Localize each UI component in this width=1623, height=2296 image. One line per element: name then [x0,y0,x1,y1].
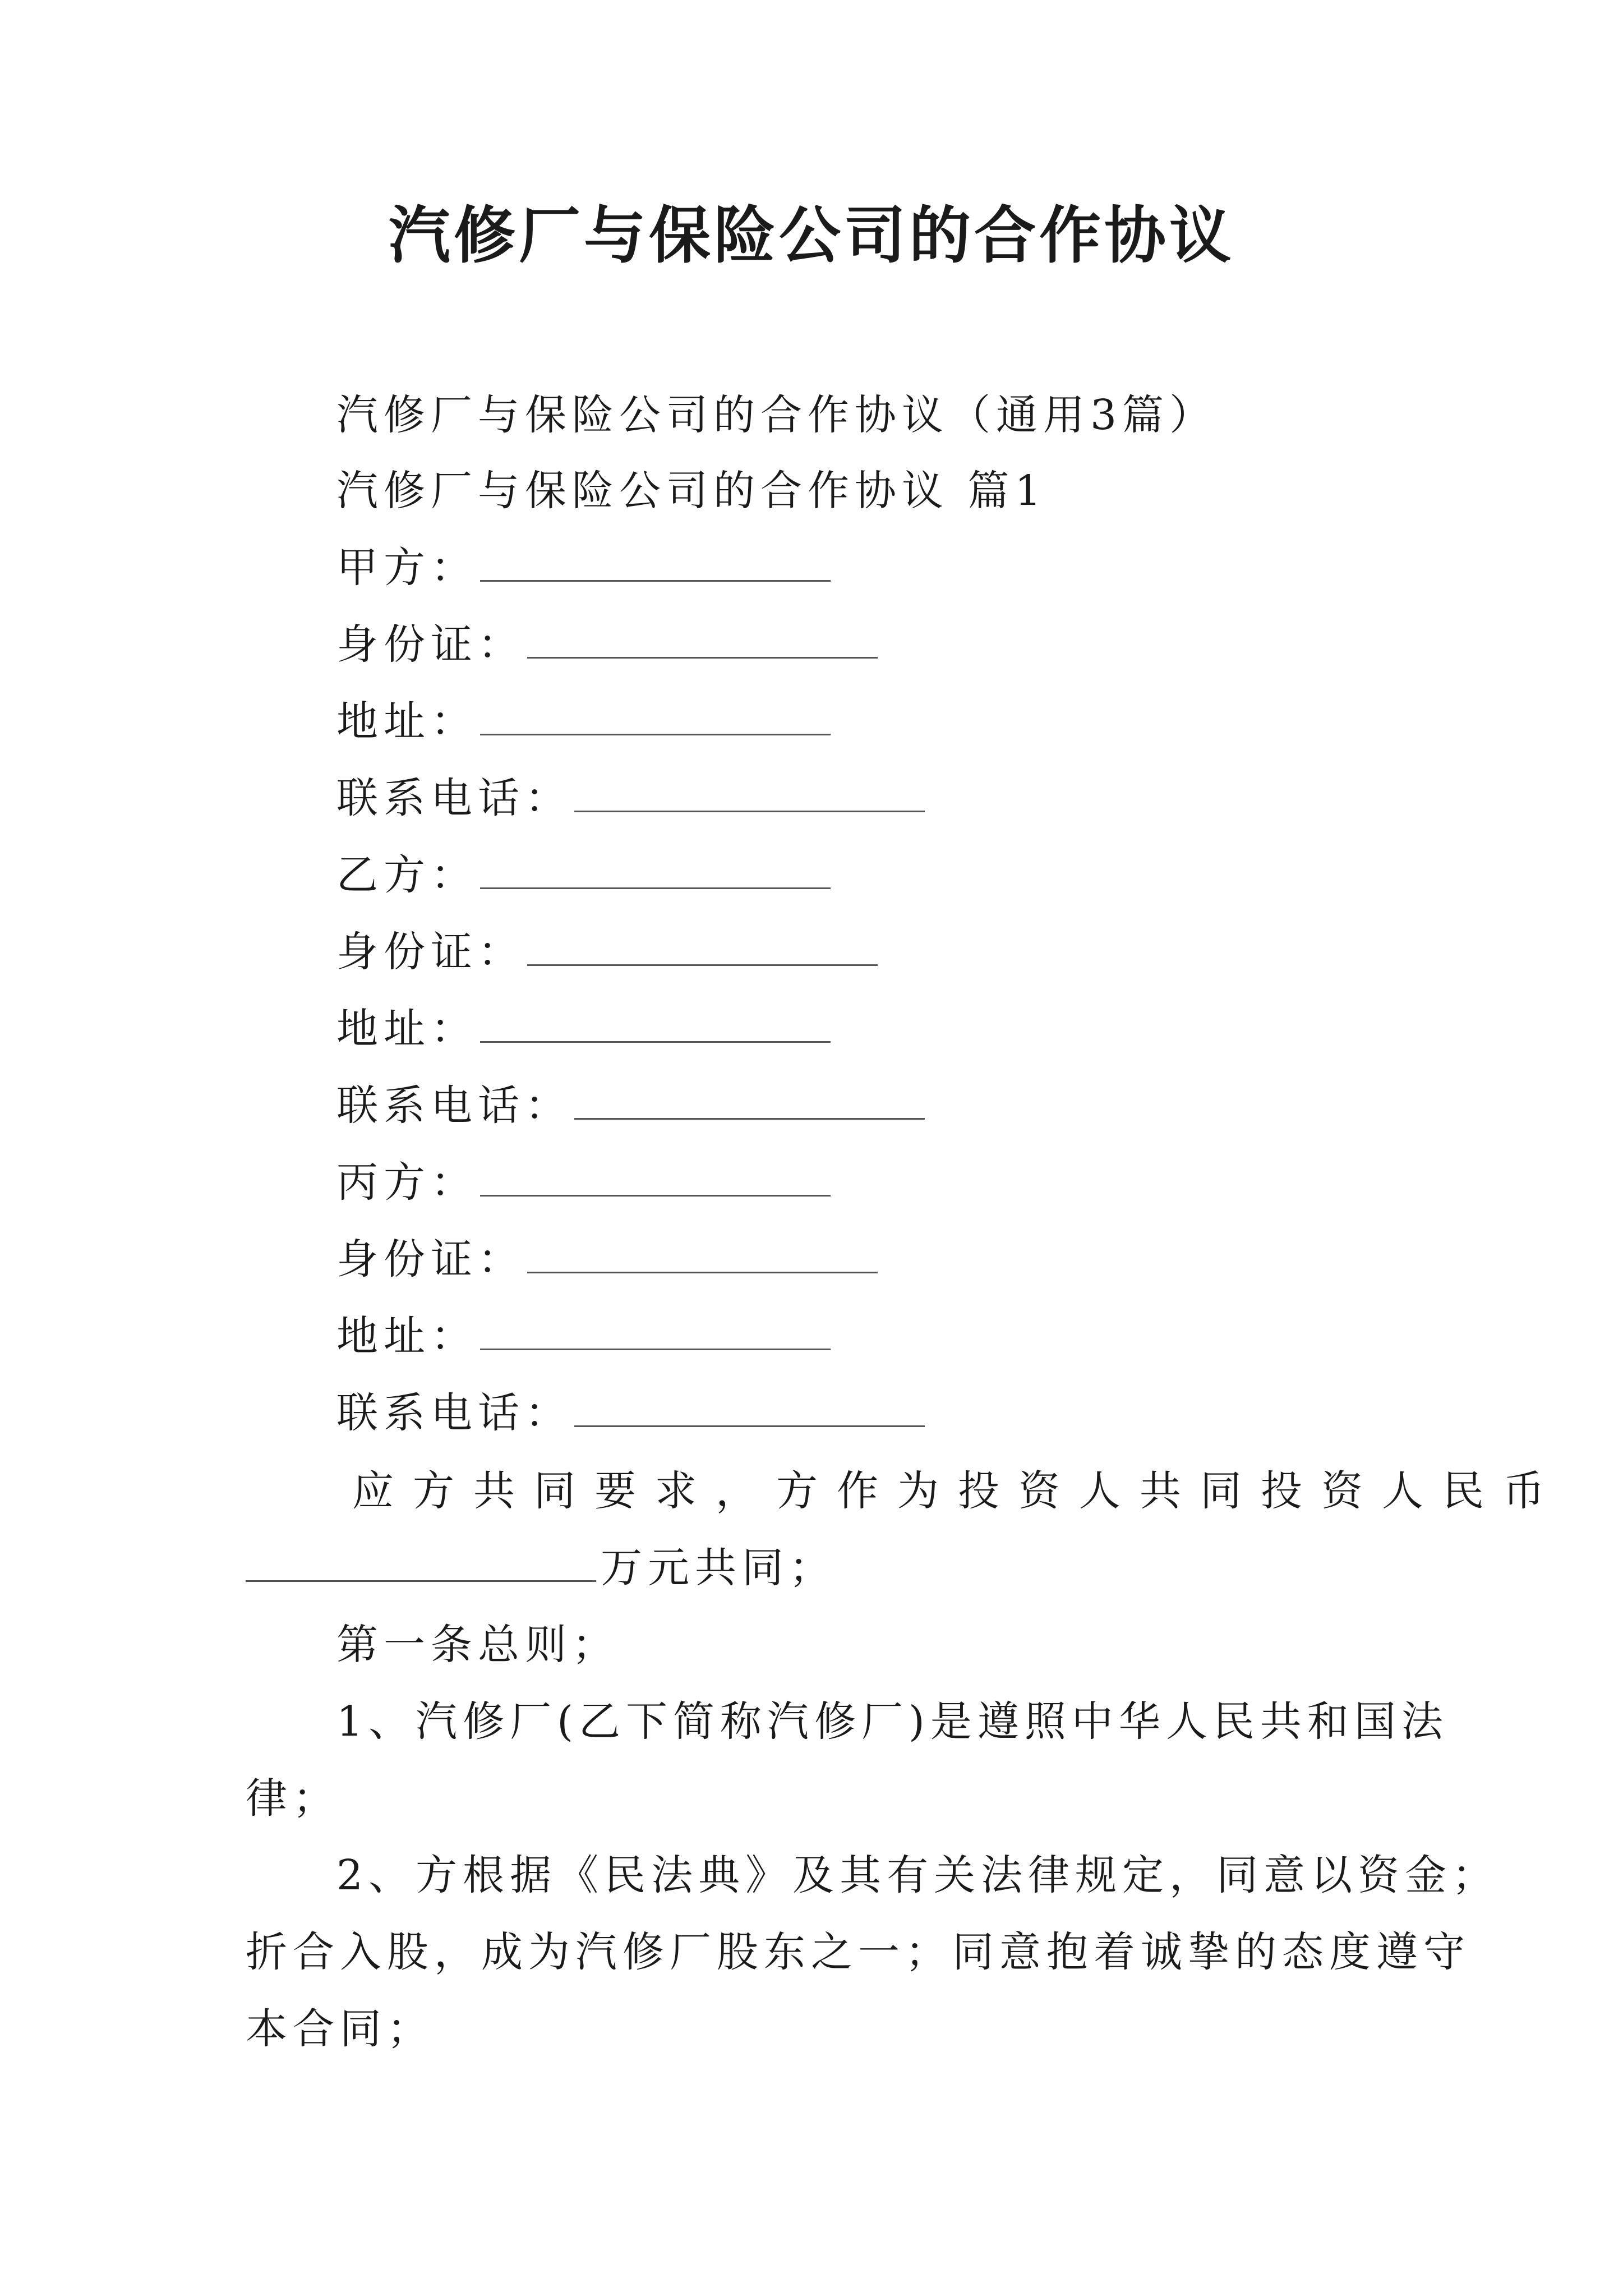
field-label: 身份证： [336,1235,525,1283]
blank-line [527,622,878,659]
id-a-field [336,616,878,673]
blank-line [480,545,831,582]
field-label: 联系电话： [336,1082,572,1130]
field-label: 乙方： [336,851,478,899]
party-b-field [336,847,831,903]
clause-2-line-1: 2、方根据《民法典》及其有关法律规定，同意以资金； [336,1851,1500,1899]
document-title: 汽修厂与保险公司的合作协议 [389,200,1234,272]
clause-1-line-2: 律； [246,1774,340,1823]
blank-line [480,1314,831,1350]
field-label: 甲方： [336,544,478,592]
party-a-field [336,540,831,596]
blank-line [574,776,925,812]
blank-line [480,853,831,889]
section-heading: 汽修厂与保险公司的合作协议 篇1 [336,467,1047,515]
id-c-field [336,1231,878,1287]
field-label: 身份证： [336,928,525,976]
clause-2-line-3: 本合同； [246,2005,434,2053]
phone-a-field [336,770,925,826]
field-label: 联系电话： [336,774,572,822]
blank-line [527,930,878,966]
subtitle: 汽修厂与保险公司的合作协议（通用3篇） [336,391,1217,439]
id-b-field [336,924,878,980]
blank-line [480,1006,831,1043]
blank-line [480,699,831,735]
clause-1-line-1: 1、汽修厂(乙下简称汽修厂)是遵照中华人民共和国法 [336,1697,1449,1746]
field-label: 地址： [336,1312,478,1360]
phone-b-field [336,1078,925,1134]
field-label: 地址： [336,697,478,746]
blank-line [574,1391,925,1427]
blank-line [480,1160,831,1197]
address-a-field [336,693,831,749]
blank-line [527,1237,878,1273]
phone-c-field [336,1385,925,1441]
field-label: 联系电话： [336,1389,572,1437]
investment-line-2 [246,1540,836,1596]
investment-line-1: 应方共同要求，方作为投资人共同投资人民币 [352,1467,1564,1515]
investment-amount-unit: 万元共同； [601,1544,836,1592]
article-1-heading: 第一条总则； [336,1621,619,1669]
address-c-field [336,1308,831,1364]
clause-2-line-2: 折合入股，成为汽修厂股东之一；同意抱着诚挚的态度遵守 [246,1928,1470,1976]
blank-line [574,1083,925,1120]
blank-line [246,1545,596,1582]
field-label: 丙方： [336,1158,478,1207]
address-b-field [336,1001,831,1057]
field-label: 身份证： [336,620,525,669]
party-c-field [336,1154,831,1211]
field-label: 地址： [336,1005,478,1053]
